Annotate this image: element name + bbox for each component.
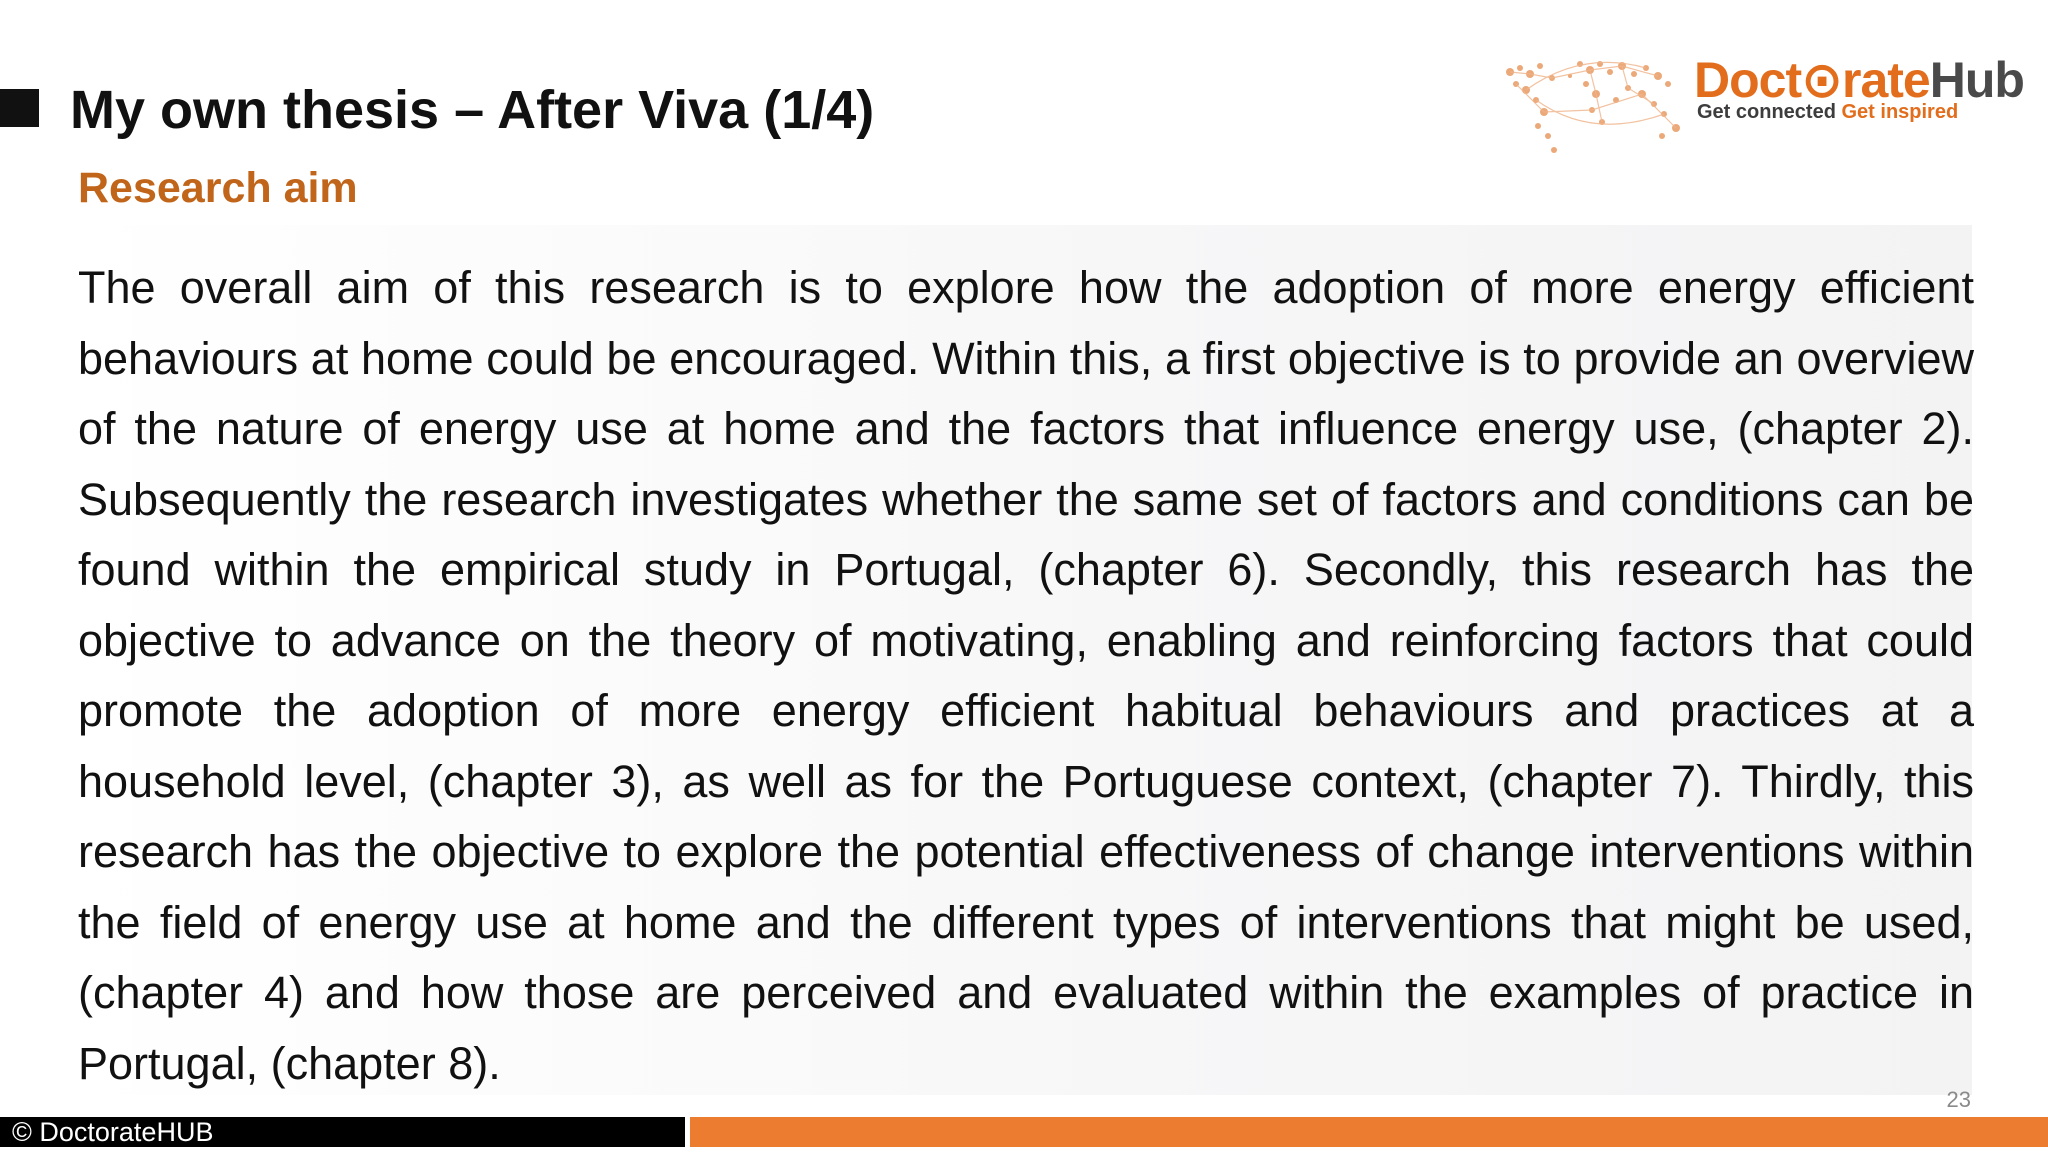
- page-number: 23: [1946, 1087, 1971, 1112]
- logo-word-part2: rate: [1842, 52, 1930, 108]
- doctoratehub-logo: [1492, 50, 2024, 160]
- footer-copyright: © DoctorateHUB: [12, 1117, 214, 1147]
- logo-word-part1: Doct: [1694, 52, 1802, 108]
- logo-tagline-part1: Get connected: [1697, 101, 1842, 123]
- logo-tagline-part2: Get inspired: [1841, 101, 1959, 123]
- logo-tagline: [1697, 100, 1958, 124]
- world-map-network-icon: [1492, 50, 1692, 160]
- slide-title: My own thesis – After Viva (1/4): [70, 80, 875, 140]
- research-aim-paragraph: The overall aim of this research is to explore how the adoption of more energy efficient behaviours at home could be encouraged. Within this, a first objective is to provide an overview of the nature of energy use at home and the factors that influence energy use, (chapter 2). Subsequently the research investigates whether the same set of factors and conditions can be found within the empirical study in Portugal, (chapter 6). Secondly, this research has the objective to advance on the theory of motivating, enabling and reinforcing factors that could promote the adoption of more energy efficient habitual behaviours and practices at a household level, (chapter 3), as well as for the Portuguese context, (chapter 7). Thirdly, this research has the objective to explore the potential effectiveness of change interventions within the field of energy use at home and the different types of interventions that might be used, (chapter 4) and how those are perceived and evaluated within the examples of practice in Portugal, (chapter 8).: [78, 262, 1974, 1089]
- logo-word-part3: Hub: [1929, 52, 2024, 108]
- location-pin-icon: ⊙: [1801, 52, 1843, 108]
- title-bullet-square: [0, 89, 39, 127]
- body-text: [78, 253, 1974, 1099]
- footer-orange-bar: [690, 1117, 2048, 1147]
- section-heading: Research aim: [78, 164, 358, 212]
